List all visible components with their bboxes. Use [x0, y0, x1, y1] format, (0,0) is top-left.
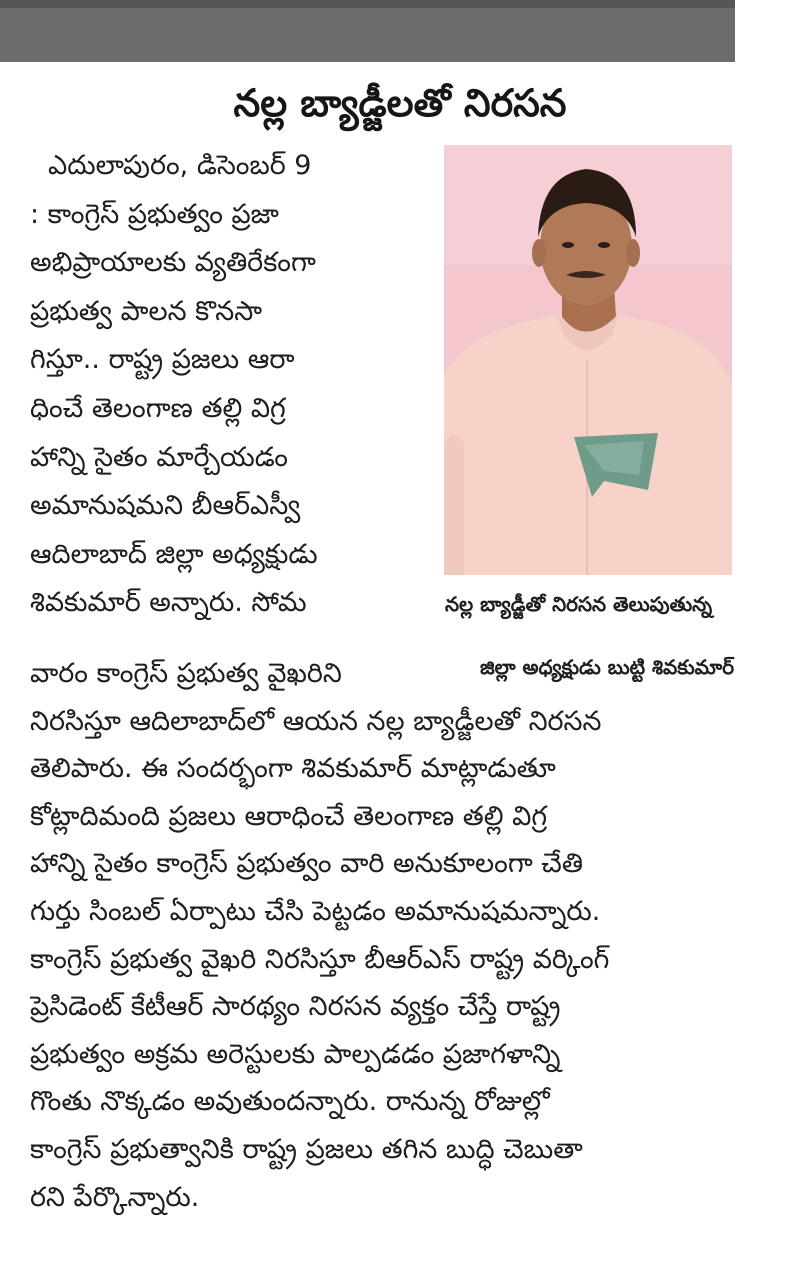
- body-line: కాంగ్రెస్ ప్రభుత్వ వైఖరి నిరసిస్తూ బీఆర్ఎస్ రాష్ట్ర వర్కింగ్: [30, 943, 610, 975]
- body-line: ఆదిలాబాద్ జిల్లా అధ్యక్షుడు: [30, 538, 318, 570]
- body-line: హాన్ని సైతం కాంగ్రెస్ ప్రభుత్వం వారి అనుకూలంగా చేతి: [30, 848, 583, 880]
- body-line: గొంతు నొక్కడం అవుతుందన్నారు. రానున్న రోజుల్లో: [30, 1086, 550, 1118]
- article-body-narrow-column: [30, 142, 398, 628]
- body-line: రని పేర్కొన్నారు.: [30, 1181, 200, 1213]
- body-line: ప్రభుత్వ పాలన కొనసా: [30, 295, 263, 327]
- body-line: గుర్తు సింబల్ ఏర్పాటు చేసి పెట్టడం అమానుషమన్నారు.: [30, 895, 601, 927]
- photo-caption: [445, 588, 745, 620]
- news-photo-person: [444, 145, 732, 575]
- body-line: హాన్ని సైతం మార్చేయడం: [30, 441, 288, 473]
- body-line: నిరసిస్తూ ఆదిలాబాద్‌లో ఆయన నల్ల బ్యాడ్జీలతో నిరసన: [30, 705, 602, 737]
- body-line: ధించే తెలంగాణ తల్లి విగ్ర: [30, 392, 286, 424]
- body-line: ప్రభుత్వం అక్రమ అరెస్టులకు పాల్పడడం ప్రజాగళాన్ని: [30, 1038, 561, 1070]
- caption-line-1: నల్ల బ్యాడ్జీతో నిరసన తెలుపుతున్న: [445, 592, 713, 616]
- previous-article-band: [0, 0, 735, 62]
- body-line: కాంగ్రెస్ ప్రభుత్వానికి రాష్ట్ర ప్రజలు తగిన బుద్ధి చెబుతా: [30, 1133, 583, 1165]
- person-photo-illustration: [444, 145, 732, 575]
- body-line: తెలిపారు. ఈ సందర్భంగా శివకుమార్ మాట్లాడుతూ: [30, 753, 556, 785]
- body-line: వారం కాంగ్రెస్ ప్రభుత్వ వైఖరిని: [30, 658, 342, 689]
- body-line: శివకుమార్ అన్నారు. సోమ: [30, 587, 307, 619]
- article-headline: నల్ల బ్యాడ్జీలతో నిరసన: [233, 81, 567, 125]
- body-line: అభిప్రాయాలకు వ్యతిరేకంగా: [30, 247, 316, 279]
- body-line: కోట్లాదిమంది ప్రజలు ఆరాధించే తెలంగాణ తల్లి విగ్ర: [30, 800, 548, 832]
- body-line: అమానుషమని బీఆర్ఎస్వీ: [30, 490, 301, 522]
- caption-line-2: జిల్లా అధ్యక్షుడు బుట్టి శివకుమార్: [480, 655, 735, 679]
- body-line: ప్రెసిడెంట్ కేటీఆర్ సారథ్యం నిరసన వ్యక్తం చేస్తే రాష్ట్ర: [30, 991, 561, 1023]
- body-line: : కాంగ్రెస్ ప్రభుత్వం ప్రజా: [30, 198, 279, 230]
- article-body-wide-column: [30, 650, 750, 1221]
- body-line: గిస్తూ.. రాష్ట్ర ప్రజలు ఆరా: [30, 344, 295, 376]
- body-line: ఎదులాపురం, డిసెంబర్ 9: [48, 150, 312, 181]
